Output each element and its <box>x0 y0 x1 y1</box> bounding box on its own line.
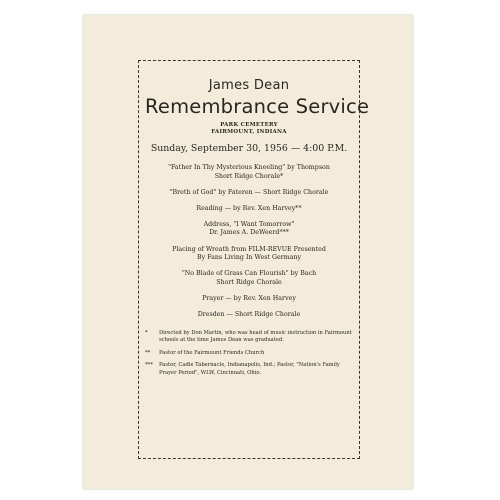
footnote-mark: * <box>145 329 148 336</box>
program-item-line: Reading — by Rev. Xen Harvey** <box>196 204 302 212</box>
location-name: PARK CEMETERY <box>220 122 278 128</box>
footnote <box>145 362 353 377</box>
program-item <box>145 164 353 181</box>
program-item <box>145 311 353 320</box>
program-item-line: Prayer — by Rev. Xen Harvey <box>202 294 296 302</box>
program-item-line: Address, "I Want Tomorrow" <box>203 220 295 228</box>
program-item-line: Short Ridge Chorale <box>216 278 282 286</box>
location-town: FAIRMOUNT, INDIANA <box>211 129 287 135</box>
program-item <box>145 221 353 238</box>
footnote-mark: *** <box>145 362 153 369</box>
program-item-line: Placing of Wreath from FILM-REVUE Presented <box>172 245 326 253</box>
program-item-line: By Fans Living In West Germany <box>196 254 302 262</box>
program-item <box>145 205 353 214</box>
footnote <box>145 350 353 358</box>
program-item <box>145 189 353 198</box>
program-item <box>145 246 353 263</box>
program-item-line: Dr. James A. DeWeerd*** <box>209 229 289 237</box>
program-item-line: "No Blade of Grass Can Flourish" by Bach <box>181 270 317 278</box>
honoree-name: James Dean <box>208 78 290 93</box>
program-item-line: "Father In Thy Mysterious Kneeling" by Thompson <box>168 164 330 171</box>
footnote-text: Pastor of the Fairmount Friends Church <box>159 349 265 356</box>
service-title: Remembrance Service <box>145 95 370 118</box>
program-content <box>145 78 370 378</box>
program-item-line: "Breth of God" by Fateren — Short Ridge Chorale <box>169 188 329 196</box>
program-item-line: Short Ridge Chorale* <box>214 172 284 180</box>
service-date: Sunday, September 30, 1956 — 4:00 P.M. <box>150 143 348 154</box>
footnote-mark: ** <box>145 349 151 356</box>
footnote-text: Directed by Don Martin, who was head of music instruction in Fairmount schools at the time James Dean was graduated. <box>159 329 352 344</box>
footnotes <box>145 330 353 378</box>
program-item <box>145 295 353 304</box>
footnote-text: Pastor, Cadle Tabernacle, Indianapolis, Ind.; Pastor, "Nation's Family Prayer Period", WLW, Cincinnati, Ohio. <box>159 362 340 376</box>
program-sheet <box>83 15 413 489</box>
program-item <box>145 270 353 287</box>
program-item-line: Dresden — Short Ridge Chorale <box>197 311 301 319</box>
footnote <box>145 330 353 345</box>
